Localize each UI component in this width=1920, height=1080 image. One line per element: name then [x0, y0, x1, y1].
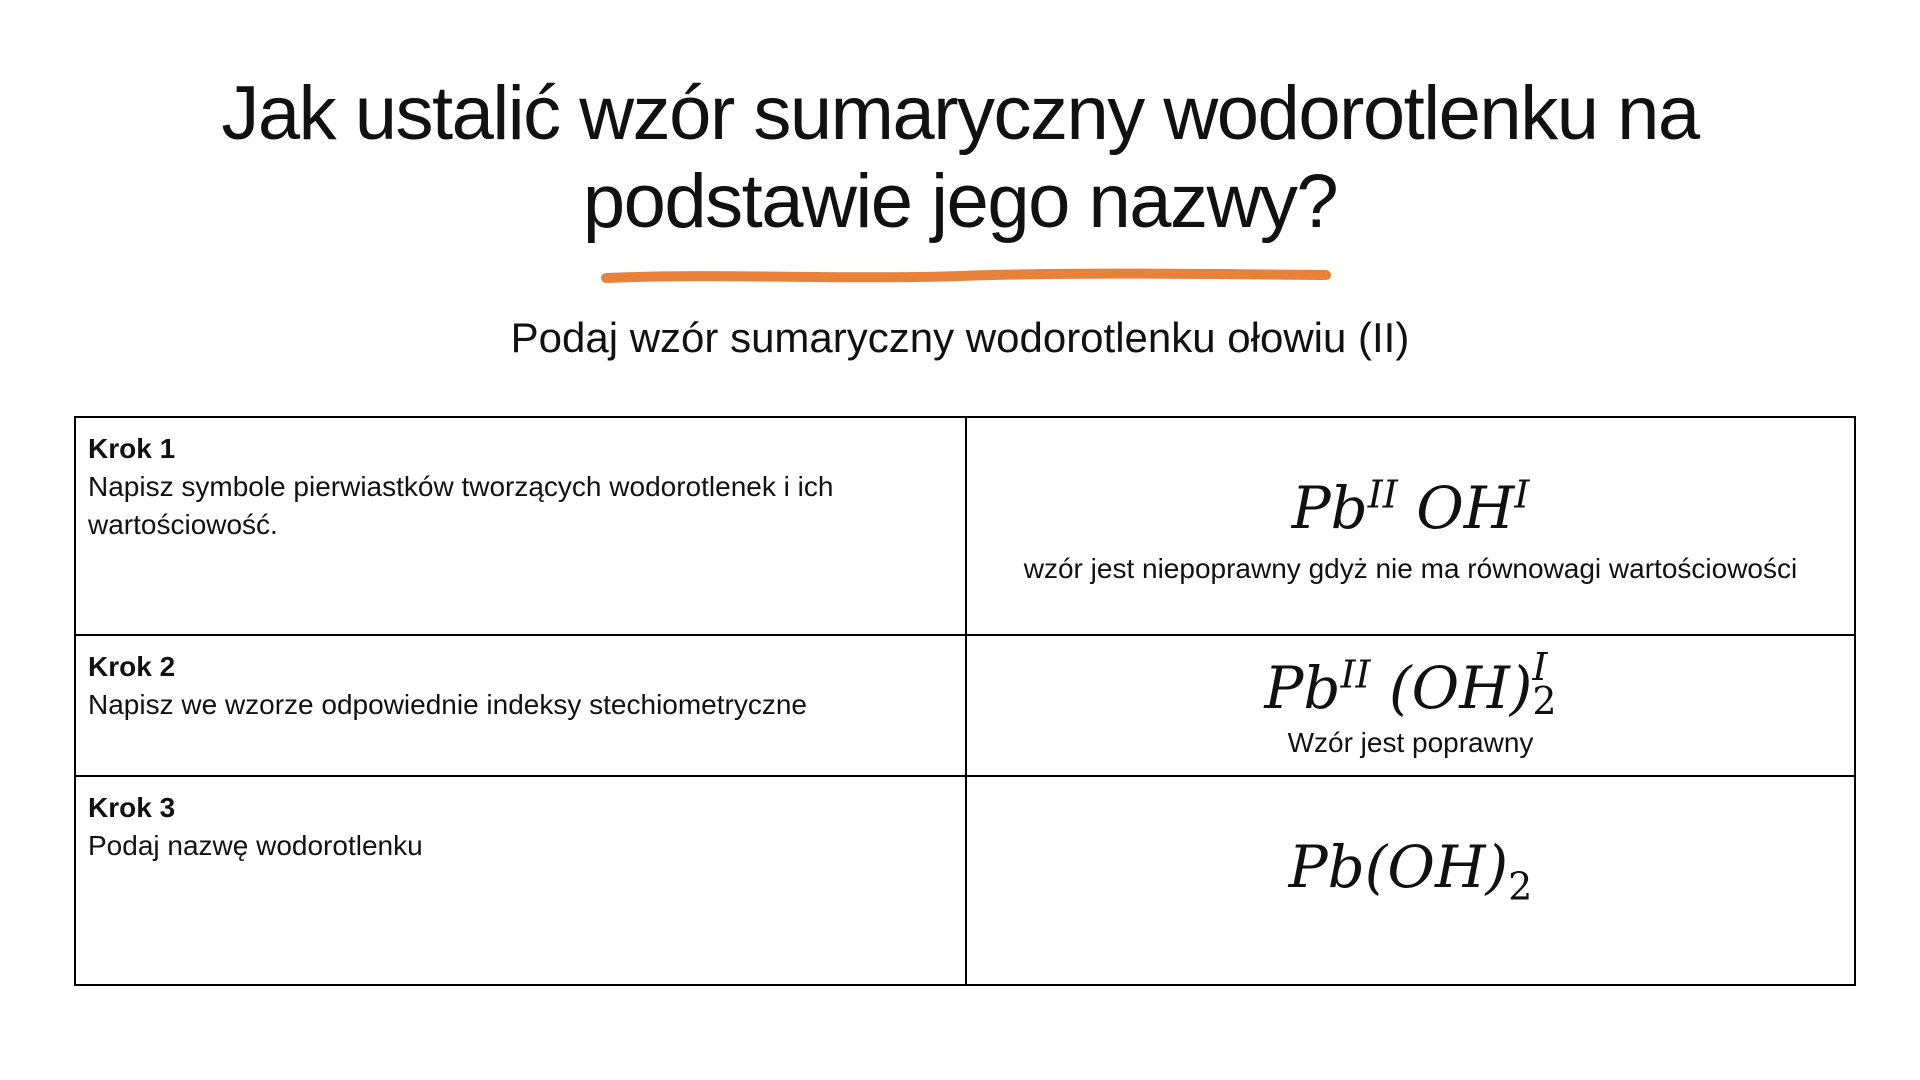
step-1-formula-cell [966, 417, 1855, 635]
step-2-text: Napisz we wzorze odpowiednie indeksy stechiometryczne [88, 689, 808, 720]
slide-title-line-1: Jak ustalić wzór sumaryczny wodorotlenku na [221, 71, 1699, 156]
table-row-step-3 [75, 776, 1855, 985]
step-3-formula [967, 777, 1854, 909]
formula-oh: OH [1416, 474, 1515, 542]
title-underline-stroke [600, 266, 1332, 288]
table-row-step-1 [75, 417, 1855, 635]
slide-title [0, 70, 1920, 246]
step-3-formula-cell [966, 776, 1855, 985]
step-2-description-cell [75, 635, 966, 776]
step-1-note: wzór jest niepoprawny gdyż nie ma równowagi wartościowości [1023, 553, 1798, 584]
formula-index: 2 [1508, 864, 1533, 909]
underline-brush-path [606, 274, 1326, 278]
step-1-description-cell [75, 417, 966, 635]
step-2-title: Krok 2 [88, 651, 176, 682]
step-3-title: Krok 3 [88, 792, 176, 823]
formula-oh-index: 2 [1532, 679, 1557, 723]
formula-pb-valence: II [1367, 472, 1398, 517]
formula-oh-valence: I [1514, 472, 1530, 517]
formula-oh-group: (OH) [1389, 654, 1533, 722]
step-2-formula-cell [966, 635, 1855, 776]
step-2-formula [967, 636, 1854, 723]
slide-title-line-2: podstawie jego nazwy? [582, 159, 1338, 244]
formula-pb: Pb [1291, 474, 1368, 542]
task-subtitle: Podaj wzór sumaryczny wodorotlenku ołowiu (II) [510, 314, 1410, 361]
step-3-description-cell [75, 776, 966, 985]
formula-oh-valence: I [1532, 645, 1548, 689]
step-1-text: Napisz symbole pierwiastków tworzących wodorotlenek i ich wartościowość. [88, 471, 834, 540]
step-3-text: Podaj nazwę wodorotlenku [88, 830, 423, 861]
formula-oh-sup-sub-stack [1532, 645, 1557, 723]
step-1-title: Krok 1 [88, 433, 176, 464]
formula-pb: Pb [1264, 654, 1341, 722]
steps-table [74, 416, 1856, 986]
table-row-step-2 [75, 635, 1855, 776]
step-2-note: Wzór jest poprawny [1287, 727, 1534, 758]
formula-pb-valence: II [1340, 652, 1371, 697]
step-1-formula [967, 418, 1854, 540]
formula-pb-oh: Pb(OH) [1288, 833, 1509, 901]
